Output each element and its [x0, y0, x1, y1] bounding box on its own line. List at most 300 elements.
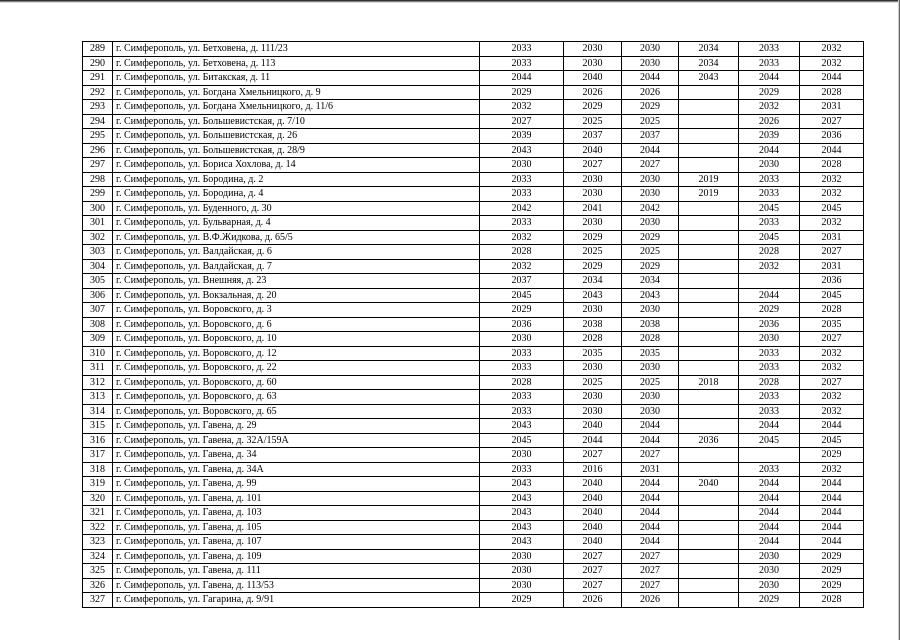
year-cell-5: 2044 [739, 535, 800, 550]
year-cell-3: 2030 [622, 187, 679, 202]
year-cell-6: 2032 [800, 42, 864, 57]
table-row [83, 274, 864, 289]
address-cell: г. Симферополь, ул. Воровского, д. 3 [113, 303, 480, 318]
table-row [83, 346, 864, 361]
address-cell: г. Симферополь, ул. Гавена, д. 105 [113, 520, 480, 535]
year-cell-6: 2027 [800, 375, 864, 390]
year-cell-4 [679, 390, 739, 405]
year-cell-1: 2043 [480, 491, 564, 506]
year-cell-3: 2029 [622, 100, 679, 115]
year-cell-3: 2044 [622, 477, 679, 492]
year-cell-2: 2040 [564, 506, 622, 521]
year-cell-1: 2028 [480, 245, 564, 260]
year-cell-3: 2025 [622, 375, 679, 390]
row-number: 327 [83, 593, 113, 608]
year-cell-2: 2037 [564, 129, 622, 144]
year-cell-4 [679, 535, 739, 550]
address-cell: г. Симферополь, ул. Воровского, д. 22 [113, 361, 480, 376]
year-cell-6: 2028 [800, 593, 864, 608]
year-cell-4 [679, 216, 739, 231]
year-cell-5: 2044 [739, 288, 800, 303]
year-cell-6: 2027 [800, 114, 864, 129]
row-number: 318 [83, 462, 113, 477]
year-cell-4 [679, 274, 739, 289]
row-number: 296 [83, 143, 113, 158]
address-cell: г. Симферополь, ул. Бульварная, д. 4 [113, 216, 480, 231]
table-row [83, 172, 864, 187]
row-number: 304 [83, 259, 113, 274]
address-cell: г. Симферополь, ул. Большевистская, д. 7/10 [113, 114, 480, 129]
year-cell-1: 2033 [480, 42, 564, 57]
year-cell-5: 2033 [739, 390, 800, 405]
address-cell: г. Симферополь, ул. Гавена, д. 34А [113, 462, 480, 477]
year-cell-2: 2027 [564, 564, 622, 579]
year-cell-3: 2026 [622, 85, 679, 100]
year-cell-1: 2032 [480, 230, 564, 245]
year-cell-1: 2032 [480, 100, 564, 115]
address-cell: г. Симферополь, ул. Богдана Хмельницкого, д. 11/6 [113, 100, 480, 115]
year-cell-5: 2045 [739, 230, 800, 245]
table-row [83, 593, 864, 608]
year-cell-4: 2019 [679, 187, 739, 202]
table-row [83, 245, 864, 260]
table-row [83, 578, 864, 593]
year-cell-3: 2043 [622, 288, 679, 303]
table-row [83, 100, 864, 115]
year-cell-6: 2036 [800, 274, 864, 289]
year-cell-6: 2028 [800, 158, 864, 173]
address-cell: г. Симферополь, ул. Воровского, д. 65 [113, 404, 480, 419]
table-row [83, 549, 864, 564]
year-cell-6: 2031 [800, 259, 864, 274]
year-cell-3: 2030 [622, 404, 679, 419]
row-number: 292 [83, 85, 113, 100]
row-number: 323 [83, 535, 113, 550]
year-cell-4 [679, 593, 739, 608]
year-cell-2: 2040 [564, 143, 622, 158]
year-cell-3: 2044 [622, 520, 679, 535]
year-cell-3: 2034 [622, 274, 679, 289]
year-cell-4 [679, 230, 739, 245]
table-row [83, 535, 864, 550]
year-cell-4: 2034 [679, 42, 739, 57]
address-cell: г. Симферополь, ул. Валдайская, д. 7 [113, 259, 480, 274]
year-cell-4 [679, 578, 739, 593]
year-cell-6: 2027 [800, 332, 864, 347]
year-cell-1: 2027 [480, 114, 564, 129]
row-number: 312 [83, 375, 113, 390]
table-row [83, 448, 864, 463]
year-cell-1: 2045 [480, 433, 564, 448]
row-number: 326 [83, 578, 113, 593]
table-row [83, 506, 864, 521]
address-cell: г. Симферополь, ул. Большевистская, д. 26 [113, 129, 480, 144]
address-cell: г. Симферополь, ул. Гавена, д. 101 [113, 491, 480, 506]
year-cell-6: 2032 [800, 172, 864, 187]
year-cell-4 [679, 259, 739, 274]
year-cell-2: 2026 [564, 593, 622, 608]
year-cell-6: 2045 [800, 433, 864, 448]
year-cell-1: 2033 [480, 172, 564, 187]
year-cell-2: 2029 [564, 230, 622, 245]
year-cell-5: 2044 [739, 520, 800, 535]
year-cell-1: 2033 [480, 346, 564, 361]
year-cell-5: 2033 [739, 361, 800, 376]
year-cell-4 [679, 201, 739, 216]
row-number: 308 [83, 317, 113, 332]
year-cell-4 [679, 332, 739, 347]
address-cell: г. Симферополь, ул. Гавена, д. 34 [113, 448, 480, 463]
year-cell-3: 2030 [622, 216, 679, 231]
table-body [83, 42, 864, 608]
year-cell-2: 2027 [564, 578, 622, 593]
year-cell-2: 2027 [564, 549, 622, 564]
year-cell-6: 2032 [800, 361, 864, 376]
year-cell-4: 2034 [679, 56, 739, 71]
year-cell-2: 2040 [564, 419, 622, 434]
row-number: 305 [83, 274, 113, 289]
document-table-container [82, 41, 863, 608]
row-number: 320 [83, 491, 113, 506]
year-cell-2: 2025 [564, 375, 622, 390]
row-number: 300 [83, 201, 113, 216]
row-number: 315 [83, 419, 113, 434]
year-cell-2: 2040 [564, 535, 622, 550]
table-row [83, 303, 864, 318]
table-row [83, 520, 864, 535]
row-number: 307 [83, 303, 113, 318]
year-cell-4 [679, 564, 739, 579]
year-cell-4: 2019 [679, 172, 739, 187]
year-cell-5: 2044 [739, 506, 800, 521]
year-cell-5: 2030 [739, 564, 800, 579]
year-cell-5: 2032 [739, 259, 800, 274]
year-cell-4 [679, 346, 739, 361]
row-number: 310 [83, 346, 113, 361]
year-cell-4 [679, 129, 739, 144]
year-cell-4 [679, 506, 739, 521]
year-cell-2: 2016 [564, 462, 622, 477]
year-cell-5: 2033 [739, 346, 800, 361]
address-cell: г. Симферополь, ул. Гавена, д. 99 [113, 477, 480, 492]
year-cell-6: 2044 [800, 520, 864, 535]
year-cell-6: 2044 [800, 535, 864, 550]
table-row [83, 143, 864, 158]
address-cell: г. Симферополь, ул. Гавена, д. 29 [113, 419, 480, 434]
row-number: 319 [83, 477, 113, 492]
year-cell-3: 2027 [622, 158, 679, 173]
row-number: 325 [83, 564, 113, 579]
year-cell-1: 2033 [480, 187, 564, 202]
year-cell-1: 2028 [480, 375, 564, 390]
year-cell-3: 2031 [622, 462, 679, 477]
year-cell-4: 2043 [679, 71, 739, 86]
year-cell-4 [679, 114, 739, 129]
year-cell-5: 2039 [739, 129, 800, 144]
year-cell-1: 2033 [480, 462, 564, 477]
year-cell-6: 2029 [800, 564, 864, 579]
year-cell-6: 2028 [800, 85, 864, 100]
year-cell-4 [679, 85, 739, 100]
year-cell-5: 2032 [739, 100, 800, 115]
address-cell: г. Симферополь, ул. Бородина, д. 2 [113, 172, 480, 187]
table-row [83, 462, 864, 477]
year-cell-6: 2032 [800, 56, 864, 71]
year-cell-2: 2027 [564, 158, 622, 173]
year-cell-1: 2043 [480, 506, 564, 521]
year-cell-3: 2044 [622, 419, 679, 434]
year-cell-4: 2036 [679, 433, 739, 448]
year-cell-2: 2034 [564, 274, 622, 289]
year-cell-3: 2027 [622, 448, 679, 463]
address-cell: г. Симферополь, ул. Вокзальная, д. 20 [113, 288, 480, 303]
year-cell-6: 2044 [800, 419, 864, 434]
year-cell-2: 2040 [564, 71, 622, 86]
year-cell-5: 2028 [739, 375, 800, 390]
year-cell-2: 2029 [564, 259, 622, 274]
year-cell-2: 2030 [564, 216, 622, 231]
year-cell-3: 2035 [622, 346, 679, 361]
year-cell-2: 2030 [564, 172, 622, 187]
year-cell-1: 2033 [480, 56, 564, 71]
table-row [83, 230, 864, 245]
table-row [83, 85, 864, 100]
year-cell-2: 2027 [564, 448, 622, 463]
table-row [83, 433, 864, 448]
year-cell-2: 2030 [564, 56, 622, 71]
year-cell-2: 2029 [564, 100, 622, 115]
table-row [83, 129, 864, 144]
year-cell-5: 2028 [739, 245, 800, 260]
row-number: 299 [83, 187, 113, 202]
year-cell-2: 2043 [564, 288, 622, 303]
year-cell-6: 2029 [800, 549, 864, 564]
year-cell-2: 2030 [564, 404, 622, 419]
year-cell-5: 2033 [739, 42, 800, 57]
row-number: 294 [83, 114, 113, 129]
address-cell: г. Симферополь, ул. Гавена, д. 103 [113, 506, 480, 521]
year-cell-5: 2029 [739, 85, 800, 100]
table-row [83, 288, 864, 303]
year-cell-6: 2029 [800, 578, 864, 593]
year-cell-4 [679, 303, 739, 318]
address-cell: г. Симферополь, ул. Бородина, д. 4 [113, 187, 480, 202]
address-cell: г. Симферополь, ул. Воровского, д. 6 [113, 317, 480, 332]
year-cell-2: 2030 [564, 303, 622, 318]
year-cell-1: 2033 [480, 361, 564, 376]
year-cell-4 [679, 361, 739, 376]
year-cell-6: 2045 [800, 201, 864, 216]
address-cell: г. Симферополь, ул. Богдана Хмельницкого, д. 9 [113, 85, 480, 100]
year-cell-4 [679, 448, 739, 463]
year-cell-1: 2030 [480, 549, 564, 564]
year-cell-3: 2044 [622, 433, 679, 448]
year-cell-6: 2044 [800, 71, 864, 86]
year-cell-4 [679, 288, 739, 303]
year-cell-1: 2030 [480, 564, 564, 579]
year-cell-2: 2040 [564, 520, 622, 535]
year-cell-2: 2028 [564, 332, 622, 347]
address-cell: г. Симферополь, ул. Битакская, д. 11 [113, 71, 480, 86]
address-cell: г. Симферополь, ул. В.Ф.Жидкова, д. 65/5 [113, 230, 480, 245]
year-cell-3: 2027 [622, 578, 679, 593]
address-cell: г. Симферополь, ул. Гавена, д. 113/53 [113, 578, 480, 593]
table-row [83, 332, 864, 347]
address-cell: г. Симферополь, ул. Бетховена, д. 111/23 [113, 42, 480, 57]
row-number: 314 [83, 404, 113, 419]
year-cell-1: 2043 [480, 535, 564, 550]
year-cell-6: 2044 [800, 491, 864, 506]
row-number: 321 [83, 506, 113, 521]
year-cell-4 [679, 404, 739, 419]
year-cell-4 [679, 549, 739, 564]
year-cell-4 [679, 245, 739, 260]
year-cell-4: 2040 [679, 477, 739, 492]
year-cell-5: 2045 [739, 433, 800, 448]
year-cell-6: 2044 [800, 506, 864, 521]
year-cell-1: 2030 [480, 578, 564, 593]
year-cell-5 [739, 274, 800, 289]
address-cell: г. Симферополь, ул. Гавена, д. 32А/159А [113, 433, 480, 448]
year-cell-3: 2030 [622, 303, 679, 318]
year-cell-2: 2030 [564, 390, 622, 405]
year-cell-5 [739, 448, 800, 463]
year-cell-3: 2028 [622, 332, 679, 347]
table-row [83, 564, 864, 579]
table-row [83, 201, 864, 216]
row-number: 309 [83, 332, 113, 347]
year-cell-6: 2045 [800, 288, 864, 303]
year-cell-6: 2032 [800, 216, 864, 231]
address-cell: г. Симферополь, ул. Валдайская, д. 6 [113, 245, 480, 260]
table-row [83, 317, 864, 332]
address-cell: г. Симферополь, ул. Гавена, д. 109 [113, 549, 480, 564]
year-cell-6: 2044 [800, 477, 864, 492]
address-cell: г. Симферополь, ул. Бориса Хохлова, д. 14 [113, 158, 480, 173]
year-cell-3: 2044 [622, 143, 679, 158]
year-cell-6: 2031 [800, 230, 864, 245]
row-number: 290 [83, 56, 113, 71]
year-cell-3: 2030 [622, 56, 679, 71]
year-cell-6: 2032 [800, 462, 864, 477]
year-cell-6: 2044 [800, 143, 864, 158]
year-cell-5: 2030 [739, 549, 800, 564]
year-cell-1: 2029 [480, 303, 564, 318]
year-cell-1: 2029 [480, 85, 564, 100]
year-cell-2: 2040 [564, 491, 622, 506]
year-cell-1: 2030 [480, 158, 564, 173]
year-cell-4 [679, 100, 739, 115]
year-cell-3: 2030 [622, 42, 679, 57]
year-cell-4 [679, 462, 739, 477]
year-cell-5: 2030 [739, 578, 800, 593]
row-number: 289 [83, 42, 113, 57]
row-number: 298 [83, 172, 113, 187]
year-cell-3: 2026 [622, 593, 679, 608]
year-cell-2: 2040 [564, 477, 622, 492]
row-number: 313 [83, 390, 113, 405]
year-cell-5: 2045 [739, 201, 800, 216]
year-cell-3: 2025 [622, 245, 679, 260]
year-cell-1: 2042 [480, 201, 564, 216]
year-cell-6: 2036 [800, 129, 864, 144]
year-cell-5: 2033 [739, 187, 800, 202]
row-number: 291 [83, 71, 113, 86]
address-cell: г. Симферополь, ул. Гавена, д. 111 [113, 564, 480, 579]
year-cell-5: 2033 [739, 216, 800, 231]
table-row [83, 361, 864, 376]
row-number: 293 [83, 100, 113, 115]
year-cell-4 [679, 317, 739, 332]
year-cell-6: 2032 [800, 187, 864, 202]
year-cell-2: 2041 [564, 201, 622, 216]
row-number: 295 [83, 129, 113, 144]
year-cell-3: 2037 [622, 129, 679, 144]
year-cell-1: 2033 [480, 216, 564, 231]
year-cell-1: 2033 [480, 390, 564, 405]
year-cell-1: 2044 [480, 71, 564, 86]
year-cell-2: 2025 [564, 114, 622, 129]
year-cell-5: 2044 [739, 491, 800, 506]
year-cell-3: 2044 [622, 71, 679, 86]
year-cell-4 [679, 158, 739, 173]
address-cell: г. Симферополь, ул. Буденного, д. 30 [113, 201, 480, 216]
year-cell-5: 2030 [739, 158, 800, 173]
year-cell-1: 2043 [480, 419, 564, 434]
table-row [83, 42, 864, 57]
table-row [83, 187, 864, 202]
table-row [83, 114, 864, 129]
table-row [83, 375, 864, 390]
address-cell: г. Симферополь, ул. Гавена, д. 107 [113, 535, 480, 550]
year-cell-1: 2030 [480, 448, 564, 463]
row-number: 317 [83, 448, 113, 463]
year-cell-3: 2029 [622, 230, 679, 245]
address-cell: г. Симферополь, ул. Воровского, д. 12 [113, 346, 480, 361]
year-cell-5: 2044 [739, 71, 800, 86]
year-cell-6: 2032 [800, 346, 864, 361]
year-cell-5: 2030 [739, 332, 800, 347]
year-cell-4: 2018 [679, 375, 739, 390]
address-cell: г. Симферополь, ул. Гагарина, д. 9/91 [113, 593, 480, 608]
year-cell-5: 2029 [739, 303, 800, 318]
year-cell-4 [679, 419, 739, 434]
year-cell-3: 2030 [622, 172, 679, 187]
address-cell: г. Симферополь, ул. Большевистская, д. 28/9 [113, 143, 480, 158]
row-number: 303 [83, 245, 113, 260]
year-cell-4 [679, 520, 739, 535]
table-row [83, 259, 864, 274]
year-cell-5: 2033 [739, 404, 800, 419]
year-cell-6: 2032 [800, 390, 864, 405]
year-cell-6: 2029 [800, 448, 864, 463]
year-cell-1: 2043 [480, 520, 564, 535]
year-cell-1: 2043 [480, 143, 564, 158]
year-cell-6: 2032 [800, 404, 864, 419]
row-number: 297 [83, 158, 113, 173]
year-cell-2: 2030 [564, 187, 622, 202]
address-cell: г. Симферополь, ул. Воровского, д. 60 [113, 375, 480, 390]
address-cell: г. Симферополь, ул. Внешняя, д. 23 [113, 274, 480, 289]
year-cell-5: 2026 [739, 114, 800, 129]
table-row [83, 477, 864, 492]
scan-edge-top [0, 0, 900, 3]
row-number: 302 [83, 230, 113, 245]
table-row [83, 419, 864, 434]
table-row [83, 71, 864, 86]
address-cell: г. Симферополь, ул. Бетховена, д. 113 [113, 56, 480, 71]
year-cell-3: 2030 [622, 361, 679, 376]
